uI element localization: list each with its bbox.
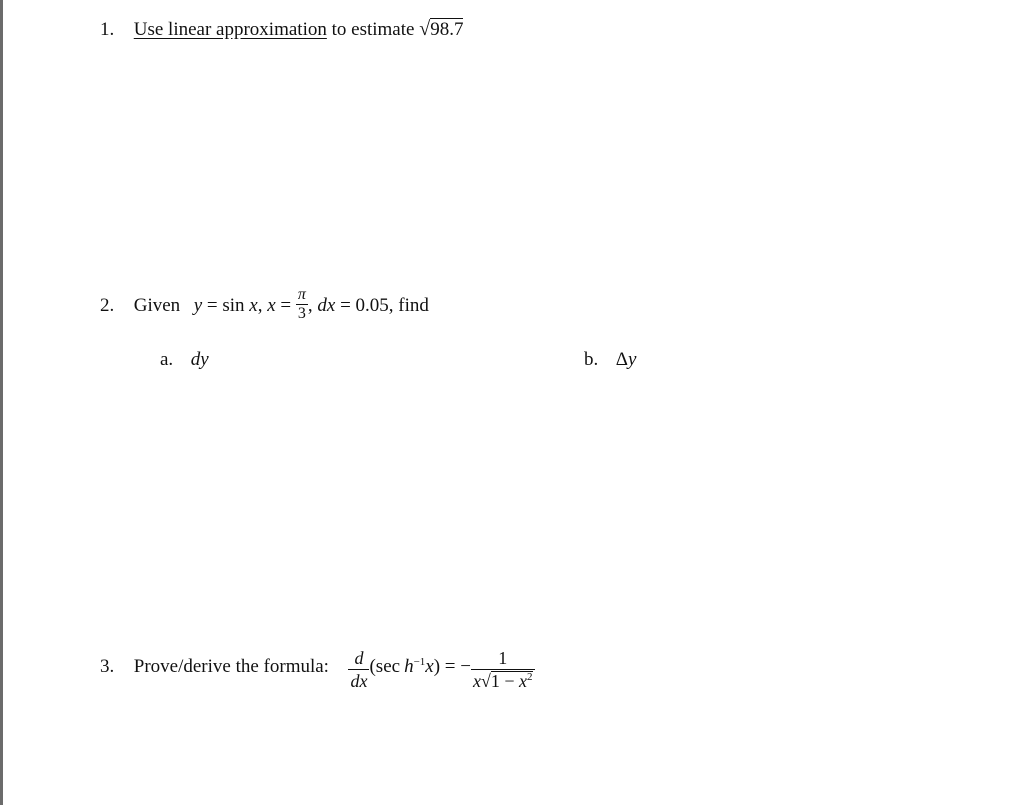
var-y: y [193,294,203,316]
rhs-numerator: 1 [471,647,535,670]
rhs-radicand [491,671,533,690]
rhs-rad-x: x [519,671,528,691]
rhs-sqrt [481,670,533,692]
fraction-numerator: π [297,286,306,303]
rhs-denominator [471,670,535,692]
question-1-text: to estimate [331,19,415,40]
var-x: x [249,294,258,316]
eq-3: = 0.05, find [335,294,429,316]
sech-h: h [404,655,414,677]
eq-sin: = sin [202,294,250,316]
comma-1: , [257,294,268,316]
question-1-underlined-text: Use linear approximation [133,19,327,40]
sech-open: (sec [369,655,401,677]
rhs-radical-sign: √ [480,671,491,691]
var-dx: dx [317,294,336,316]
dx-denominator: dx [350,671,368,691]
var-x-2: x [267,294,276,316]
fraction-pi-over-3 [296,286,308,323]
part-b-var: y [627,349,637,370]
rhs-rad-exponent: 2 [527,671,533,683]
part-a-expression: dy [190,349,209,370]
question-2 [100,288,429,325]
comma-2: , [307,294,318,316]
sech-close: ) = − [433,655,471,677]
radical-sign: √ [419,18,431,40]
fraction-denominator: 3 [297,305,306,322]
d-numerator: d [348,647,369,670]
d-dx-operator [348,647,369,692]
part-b-label: b. [584,349,599,370]
left-page-edge [0,0,3,805]
question-2-number: 2. [100,294,115,316]
question-2-part-a [160,349,209,371]
eq-2: = [275,294,296,316]
rhs-den-x: x [472,671,481,691]
sqrt-98-7 [419,18,463,41]
part-a-label: a. [160,349,174,370]
question-3-number: 3. [100,655,115,677]
question-2-part-b [584,349,636,371]
rhs-fraction [471,647,535,692]
question-1-number: 1. [100,19,115,40]
part-b-delta: Δ [615,349,628,370]
question-2-given: Given [133,294,181,316]
question-3-text: Prove/derive the formula: [133,655,329,677]
inverse-exponent: −1 [413,655,426,668]
question-3 [100,645,535,690]
question-1 [100,18,463,41]
radicand-value: 98.7 [430,19,464,40]
sech-arg-x: x [425,655,434,677]
rhs-rad-one: 1 − [490,671,520,691]
